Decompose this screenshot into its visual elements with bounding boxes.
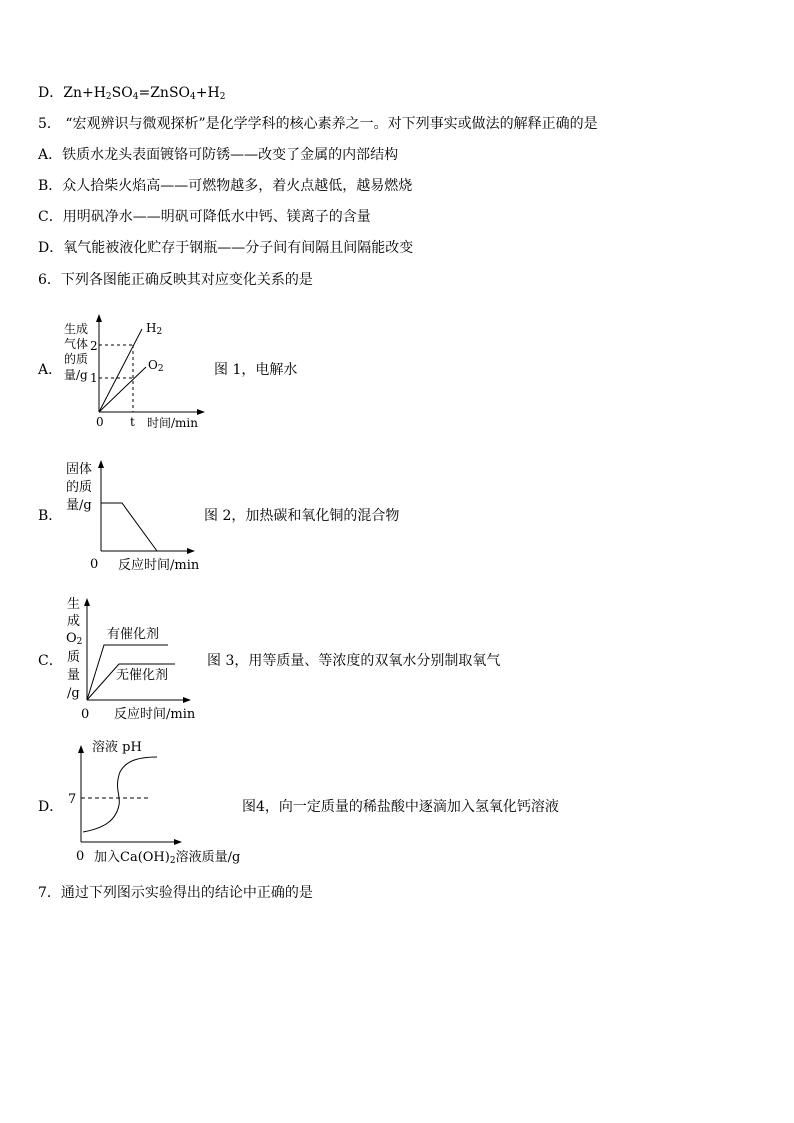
chart1-ylabel-line1: 生成	[64, 322, 89, 336]
chart1-xtick-t: t	[130, 415, 135, 429]
chart4-caption: 图4，向一定质量的稀盐酸中逐滴加入氢氧化钙溶液	[242, 799, 559, 815]
xlabel-pre: 加入Ca(OH)	[94, 850, 170, 865]
chart4-x-arrow	[174, 839, 182, 845]
chart4-y-arrow	[78, 745, 84, 753]
subscript: 2	[219, 92, 226, 102]
o2-text: O	[148, 358, 158, 372]
q7-stem: 7．通过下列图示实验得出的结论中正确的是	[38, 885, 313, 901]
o-text: O	[66, 631, 77, 646]
xlabel-post: 溶液质量/g	[175, 850, 241, 865]
chart1-caption: 图 1，电解水	[214, 362, 298, 378]
chart1-ylabel-line3: 的质	[64, 352, 89, 366]
chart3-series-cat-label: 有催化剂	[107, 627, 160, 642]
h2-text: H	[146, 321, 157, 335]
formula-part: Zn+H	[63, 85, 106, 101]
subscript: 2	[157, 364, 164, 374]
chart1-ytick-1: 1	[90, 371, 98, 385]
q5-option-a: A．铁质水龙头表面镀铬可防锈——改变了金属的内部结构	[38, 147, 399, 163]
chart2-ylabel-line3: 量/g	[66, 498, 92, 513]
subscript: 2	[105, 92, 112, 102]
chart1-ytick-2: 2	[90, 339, 98, 353]
chart2-ylabel-line1: 固体	[66, 462, 93, 477]
chart4-origin: 0	[76, 849, 85, 864]
chart3-origin: 0	[81, 707, 90, 722]
chart1-origin: 0	[96, 415, 104, 429]
q5-option-d: D．氧气能被液化贮存于钢瓶——分子间有间隔且间隔能改变	[38, 240, 414, 256]
chart2-xlabel: 反应时间/min	[118, 558, 200, 573]
subscript: 2	[169, 856, 176, 866]
formula-part: =ZnSO	[138, 85, 191, 101]
formula-part: SO	[111, 85, 133, 101]
option-letter: D．	[38, 85, 64, 101]
chart3-ylabel-1: 生	[67, 597, 81, 612]
q6-stem: 6．下列各图能正确反映其对应变化关系的是	[38, 272, 313, 288]
chart3-caption: 图 3，用等质量、等浓度的双氧水分别制取氧气	[207, 653, 501, 669]
q5-option-b: B．众人拾柴火焰高——可燃物越多，着火点越低，越易燃烧	[38, 178, 413, 194]
q5-stem: 5． “宏观辨识与微观探析”是化学学科的核心素养之一。对下列事实或做法的解释正确的是	[38, 116, 598, 132]
chart1-ylabel-line2: 气体	[64, 337, 89, 351]
chart3-series-nocat-label: 无催化剂	[116, 668, 169, 683]
chart2-caption: 图 2，加热碳和氧化铜的混合物	[204, 508, 400, 524]
subscript: 4	[132, 92, 139, 102]
chart1-xlabel: 时间/min	[147, 416, 198, 430]
chart3-ylabel-6: /g	[67, 686, 80, 701]
q6-option-a-letter: A．	[38, 362, 63, 378]
q6-option-d-letter: D．	[38, 799, 64, 815]
chart4-ytick-7: 7	[68, 792, 77, 807]
formula-part: +H	[195, 85, 220, 101]
chart4-series-ph-curve	[83, 757, 157, 832]
chart3-ylabel-4: 质	[67, 650, 81, 665]
q6-option-c-letter: C．	[38, 653, 63, 669]
q5-option-c: C．用明矾净水——明矾可降低水中钙、镁离子的含量	[38, 209, 371, 225]
subscript: 2	[156, 327, 163, 337]
subscript: 4	[190, 92, 196, 102]
q6-option-b-letter: B．	[38, 508, 63, 524]
chart3-xlabel: 反应时间/min	[114, 707, 196, 722]
chart3-ylabel-2: 成	[67, 614, 81, 629]
subscript: 2	[76, 637, 83, 647]
chart2-ylabel-line2: 的质	[66, 480, 93, 495]
chart2-origin: 0	[90, 557, 99, 572]
chart1-ylabel-line4: 量/g	[64, 368, 88, 382]
chart3-ylabel-5: 量	[67, 668, 81, 683]
chart4-ylabel: 溶液 pH	[92, 740, 142, 755]
